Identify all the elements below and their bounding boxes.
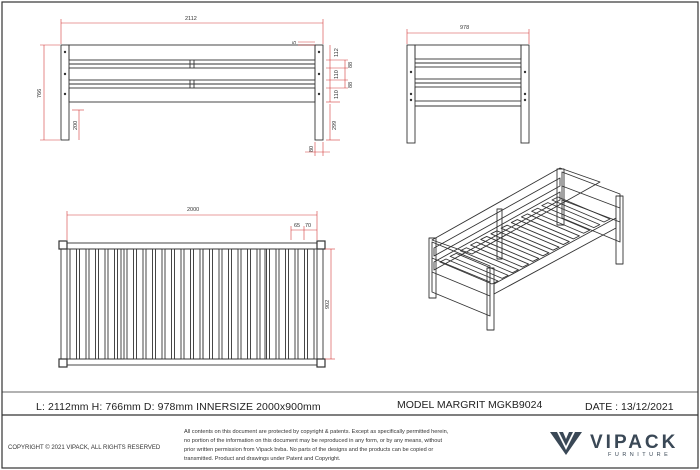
brand-name: VIPACK (590, 432, 679, 453)
top-slat (270, 249, 277, 359)
top-slats (70, 249, 314, 359)
top-slat (241, 249, 248, 359)
side-view (407, 45, 529, 143)
top-slat (194, 249, 201, 359)
top-slat (137, 249, 144, 359)
iso-back-rail-top (432, 168, 600, 254)
front-leg-height-label: 200 (73, 120, 79, 130)
top-slat (156, 249, 163, 359)
front-view (61, 45, 323, 140)
top-slat-label-1: 65 (294, 223, 301, 229)
top-slat (251, 249, 258, 359)
top-slat (175, 249, 182, 359)
top-slat (260, 249, 267, 359)
top-slat (184, 249, 191, 359)
isometric-view (429, 168, 623, 330)
top-slat (127, 249, 134, 359)
brand-logo-icon (549, 430, 583, 456)
front-left-post (61, 45, 69, 140)
front-rail-mid (69, 68, 315, 80)
iso-front-rail (494, 218, 616, 294)
top-length-label: 2000 (187, 207, 200, 213)
top-slat (108, 249, 115, 359)
top-slat (289, 249, 296, 359)
front-width-label: 2112 (185, 16, 197, 22)
top-slat (70, 249, 77, 359)
top-slat (99, 249, 106, 359)
legal-line: no portion of the information on this document may be reproduced in any form, or by any means, without (184, 438, 443, 444)
front-rail-label-2: 110 (334, 70, 340, 79)
side-dimensions (407, 29, 529, 44)
top-slat-label-2: 70 (305, 223, 312, 229)
front-height-label: 766 (37, 88, 43, 98)
top-corner-br (317, 359, 325, 367)
top-slat (298, 249, 305, 359)
top-slat (165, 249, 172, 359)
iso-slats (440, 197, 610, 284)
top-width-label: 902 (325, 299, 331, 309)
top-slat (308, 249, 315, 359)
top-view (59, 241, 325, 367)
front-rail-top (69, 45, 315, 60)
top-slat (279, 249, 286, 359)
top-dimension-labels (187, 207, 331, 309)
top-corner-tr (317, 241, 325, 249)
legal-line: All contents on this document are protected by copyright & patents. Except as specifically permitted herein, (184, 429, 449, 435)
top-slat (146, 249, 153, 359)
top-corner-tl (59, 241, 67, 249)
iso-left-post-front (487, 268, 494, 330)
sheet-border (2, 2, 698, 468)
front-gap-label-1: 88 (348, 61, 354, 68)
front-gap-label: 5 (292, 40, 298, 44)
legal-notice (184, 428, 514, 464)
top-slat (89, 249, 96, 359)
front-rail-label-3: 110 (334, 90, 340, 99)
front-gap-label-2: 88 (348, 81, 354, 88)
iso-right-post-front (616, 196, 623, 264)
top-slat (203, 249, 210, 359)
front-leg-right-label: 299 (332, 120, 338, 130)
top-frame-outer (61, 243, 323, 365)
legal-line: transmitted. Product and drawings under Patent and Copyright. (184, 456, 341, 462)
front-rail-label-1: 112 (334, 48, 340, 57)
top-slat (80, 249, 87, 359)
top-corner-bl (59, 359, 67, 367)
brand-tagline: FURNITURE (608, 452, 672, 458)
top-slat (213, 249, 220, 359)
top-frame-inner (67, 249, 317, 359)
product-dimensions: L: 2112mm H: 766mm D: 978mm INNERSIZE 2000x900mm (36, 401, 321, 413)
top-slat (232, 249, 239, 359)
legal-line: prior written permission from Vipack bvba. No parts of the designs and the products can be copied or (184, 447, 434, 453)
copyright-notice: COPYRIGHT © 2021 VIPACK, ALL RIGHTS RESERVED (8, 445, 161, 451)
front-right-post (315, 45, 323, 140)
side-width-label: 978 (460, 25, 470, 31)
front-rail-bottom (69, 88, 315, 102)
front-leg-width-label: 80 (309, 145, 315, 152)
top-slat (222, 249, 229, 359)
drawing-date: DATE : 13/12/2021 (585, 401, 674, 413)
model-name: MODEL MARGRIT MGKB9024 (397, 399, 543, 411)
